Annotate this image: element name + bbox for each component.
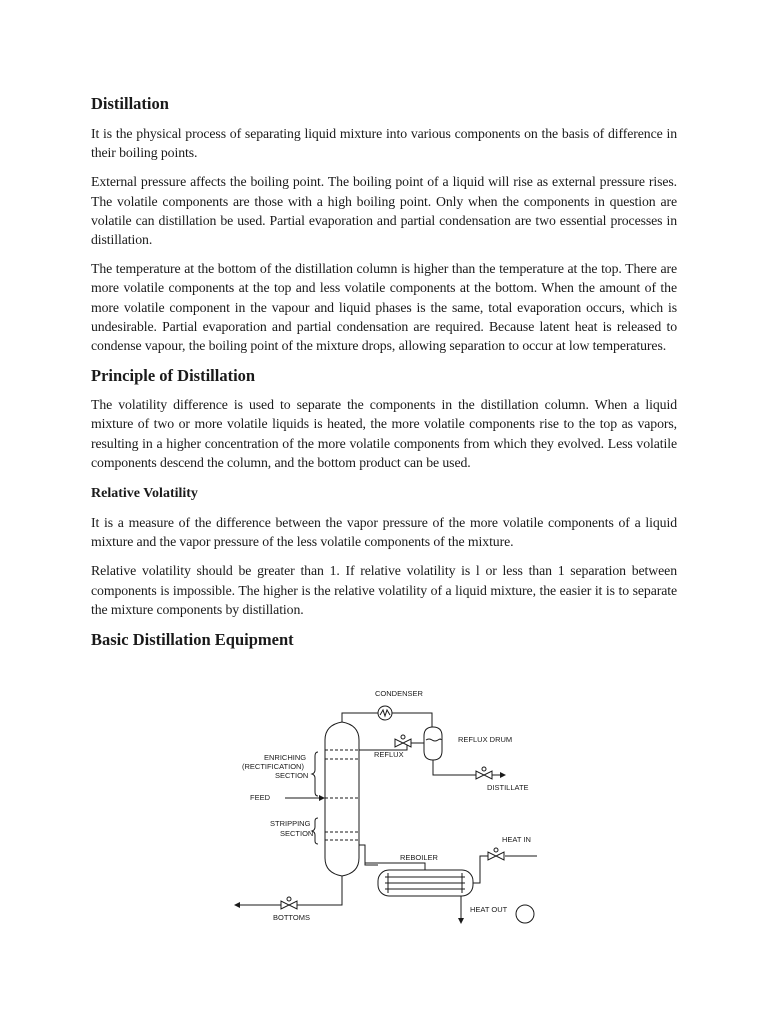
label-stripping: STRIPPING	[270, 819, 311, 828]
label-rectification: (RECTIFICATION)	[242, 762, 304, 771]
label-reboiler: REBOILER	[400, 853, 438, 862]
label-condenser: CONDENSER	[375, 689, 423, 698]
label-distillate: DISTILLATE	[487, 783, 529, 792]
label-enriching: ENRICHING	[264, 753, 307, 762]
label-heat-in: HEAT IN	[502, 835, 531, 844]
heading-principle-of-distillation: Principle of Distillation	[91, 366, 256, 386]
reflux-valve-icon	[395, 739, 411, 747]
heat-in-valve-icon	[488, 852, 504, 860]
paragraph: It is the physical process of separating liquid mixture into various components on the basis of difference in their boiling points.	[91, 126, 677, 161]
document-page	[91, 93, 677, 651]
paragraph: External pressure affects the boiling point. The boiling point of a liquid will rise as external pressure rises. The volatile components are those with a high boiling point. Only when the components in question are volatile can distillation be used. Partial evaporation and partial condensation are two essential processes in distillation.	[91, 174, 677, 248]
distillation-column	[325, 722, 359, 876]
distillation-equipment-diagram	[225, 680, 555, 930]
label-reflux: REFLUX	[374, 750, 404, 759]
label-heat-out: HEAT OUT	[470, 905, 508, 914]
reflux-drum	[424, 727, 442, 760]
label-enriching-section: SECTION	[275, 771, 309, 780]
paragraph: The volatility difference is used to separate the components in the distillation column. When a liquid mixture of two or more volatile liquids is heated, the more volatile components rise to the top as vapors, resulting in a higher concentration of the more volatile components from which they evolved. Less volatile components descend the column, and the bottom product can be used.	[91, 397, 677, 470]
label-feed: FEED	[250, 793, 271, 802]
paragraph: The temperature at the bottom of the distillation column is higher than the temperature at the top. There are more volatile components at the top and less volatile components at the bottom. When the amount of the more volatile component in the vapour and liquid phases is the same, total evaporation occurs, which is undesirable. Partial evaporation and partial condensation are required. Because latent heat is released to condense vapour, the boiling point of the mixture drops, allowing separation to occur at low temperatures.	[91, 261, 677, 354]
label-bottoms: BOTTOMS	[273, 913, 310, 922]
condenser-icon	[378, 706, 392, 720]
paragraph: Relative volatility should be greater than 1. If relative volatility is l or less than 1 separation between components is impossible. The higher is the relative volatility of a liquid mixture, the easier it is to separate the mixture components by distillation.	[91, 563, 677, 617]
label-stripping-section: SECTION	[280, 829, 314, 838]
heading-distillation: Distillation	[91, 94, 169, 113]
bottoms-valve-icon	[281, 901, 297, 909]
paragraph: It is a measure of the difference between the vapor pressure of the more volatile components of a liquid mixture and the vapor pressure of the less volatile components of the mixture.	[91, 515, 677, 550]
heading-basic-distillation-equipment: Basic Distillation Equipment	[91, 630, 294, 650]
logo-mark-icon	[516, 905, 534, 923]
distillate-valve-icon	[476, 771, 492, 779]
label-reflux-drum: REFLUX DRUM	[458, 735, 513, 744]
heading-relative-volatility: Relative Volatility	[91, 486, 198, 502]
